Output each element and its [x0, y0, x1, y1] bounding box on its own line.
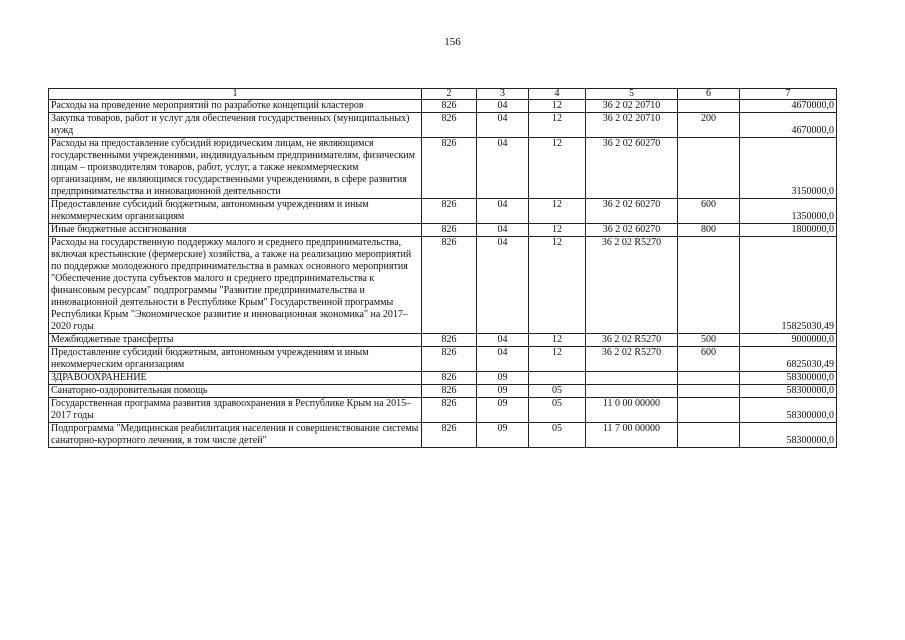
table-row	[49, 372, 837, 385]
table-row	[49, 138, 837, 199]
table-row	[49, 100, 837, 113]
row-name: ЗДРАВООХРАНЕНИЕ	[49, 372, 422, 385]
row-code-col6	[678, 385, 740, 398]
row-amount: 4670000,0	[740, 100, 837, 113]
header-cell: 1	[49, 89, 422, 100]
row-code-col6: 600	[678, 347, 740, 372]
row-code-col2: 826	[422, 199, 477, 224]
row-code-col3: 04	[477, 224, 529, 237]
row-code-col6	[678, 237, 740, 334]
row-code-col5: 11 7 00 00000	[586, 423, 678, 448]
row-code-col6: 500	[678, 334, 740, 347]
row-code-col4: 12	[529, 334, 586, 347]
table-row	[49, 224, 837, 237]
row-code-col4: 05	[529, 385, 586, 398]
row-code-col5	[586, 372, 678, 385]
row-code-col2: 826	[422, 423, 477, 448]
row-code-col5: 36 2 02 R5270	[586, 347, 678, 372]
row-code-col5: 36 2 02 R5270	[586, 237, 678, 334]
row-name: Подпрограмма "Медицинская реабилитация населения и совершенствование системы санаторно-курортного лечения, в том числе детей"	[49, 423, 422, 448]
budget-table	[48, 88, 837, 448]
row-code-col3: 04	[477, 113, 529, 138]
table-row	[49, 385, 837, 398]
row-code-col3: 09	[477, 398, 529, 423]
row-code-col2: 826	[422, 347, 477, 372]
row-name: Расходы на государственную поддержку малого и среднего предпринимательства, включая крестьянские (фермерские) хозяйства, а также на реализацию мероприятий по поддержке молодежного предпринимательства в рамках основного мероприятия "Обеспечение доступа субъектов малого и среднего предпринимательства к финансовым ресурсам" подпрограммы "Развитие предпринимательства и инновационной деятельности в Республике Крым" Государственной программы Республики Крым "Экономическое развитие и инновационная экономика" на 2017–2020 годы	[49, 237, 422, 334]
row-code-col6	[678, 372, 740, 385]
row-code-col2: 826	[422, 372, 477, 385]
header-cell: 6	[678, 89, 740, 100]
row-code-col6: 200	[678, 113, 740, 138]
row-code-col5: 36 2 02 20710	[586, 100, 678, 113]
table-row	[49, 334, 837, 347]
row-code-col6	[678, 423, 740, 448]
row-code-col6	[678, 138, 740, 199]
row-code-col3: 04	[477, 237, 529, 334]
row-name: Расходы на проведение мероприятий по разработке концепций кластеров	[49, 100, 422, 113]
row-code-col6: 800	[678, 224, 740, 237]
row-code-col4: 12	[529, 113, 586, 138]
row-code-col3: 09	[477, 385, 529, 398]
table-header-row	[49, 89, 837, 100]
row-code-col2: 826	[422, 398, 477, 423]
row-code-col4: 12	[529, 100, 586, 113]
row-code-col5: 36 2 02 R5270	[586, 334, 678, 347]
row-code-col4: 12	[529, 199, 586, 224]
table-row	[49, 398, 837, 423]
page-number: 156	[444, 36, 461, 48]
row-name: Межбюджетные трансферты	[49, 334, 422, 347]
row-amount: 9000000,0	[740, 334, 837, 347]
row-code-col5: 36 2 02 20710	[586, 113, 678, 138]
header-cell: 2	[422, 89, 477, 100]
row-name: Санаторно-оздоровительная помощь	[49, 385, 422, 398]
row-code-col5: 36 2 02 60270	[586, 138, 678, 199]
header-cell: 5	[586, 89, 678, 100]
row-code-col5: 36 2 02 60270	[586, 199, 678, 224]
row-amount: 58300000,0	[740, 398, 837, 423]
row-code-col5	[586, 385, 678, 398]
table-row	[49, 423, 837, 448]
row-code-col2: 826	[422, 385, 477, 398]
header-cell: 4	[529, 89, 586, 100]
row-code-col3: 04	[477, 199, 529, 224]
row-code-col5: 11 0 00 00000	[586, 398, 678, 423]
row-code-col3: 09	[477, 423, 529, 448]
row-code-col2: 826	[422, 113, 477, 138]
table-row	[49, 347, 837, 372]
row-code-col5: 36 2 02 60270	[586, 224, 678, 237]
row-code-col6: 600	[678, 199, 740, 224]
table-row	[49, 113, 837, 138]
row-code-col2: 826	[422, 100, 477, 113]
row-code-col4: 05	[529, 398, 586, 423]
row-code-col3: 04	[477, 347, 529, 372]
row-code-col3: 04	[477, 334, 529, 347]
row-name: Расходы на предоставление субсидий юридическим лицам, не являющимся государственными учреждениями, индивидуальным предпринимателям, физическим лицам – производителям товаров, работ, услуг, а также некоммерческим организациям, не являющимся государственными учреждениями, в сфере развития предпринимательства и инновационной деятельности	[49, 138, 422, 199]
row-amount: 1800000,0	[740, 224, 837, 237]
row-code-col3: 04	[477, 100, 529, 113]
row-name: Государственная программа развития здравоохранения в Республике Крым на 2015–2017 годы	[49, 398, 422, 423]
row-code-col4: 12	[529, 224, 586, 237]
row-amount: 15825030,49	[740, 237, 837, 334]
row-code-col2: 826	[422, 138, 477, 199]
row-amount: 4670000,0	[740, 113, 837, 138]
row-amount: 3150000,0	[740, 138, 837, 199]
row-code-col4: 12	[529, 237, 586, 334]
row-code-col6	[678, 100, 740, 113]
row-code-col4	[529, 372, 586, 385]
row-amount: 58300000,0	[740, 385, 837, 398]
row-amount: 1350000,0	[740, 199, 837, 224]
row-code-col3: 09	[477, 372, 529, 385]
header-cell: 7	[740, 89, 837, 100]
row-name: Закупка товаров, работ и услуг для обеспечения государственных (муниципальных) нужд	[49, 113, 422, 138]
row-code-col6	[678, 398, 740, 423]
row-code-col2: 826	[422, 334, 477, 347]
row-code-col4: 12	[529, 138, 586, 199]
row-name: Предоставление субсидий бюджетным, автономным учреждениям и иным некоммерческим организациям	[49, 199, 422, 224]
row-name: Предоставление субсидий бюджетным, автономным учреждениям и иным некоммерческим организациям	[49, 347, 422, 372]
table-row	[49, 237, 837, 334]
row-code-col4: 05	[529, 423, 586, 448]
row-amount: 58300000,0	[740, 372, 837, 385]
row-code-col3: 04	[477, 138, 529, 199]
table-row	[49, 199, 837, 224]
header-cell: 3	[477, 89, 529, 100]
row-amount: 58300000,0	[740, 423, 837, 448]
row-code-col2: 826	[422, 224, 477, 237]
row-name: Иные бюджетные ассигнования	[49, 224, 422, 237]
row-code-col2: 826	[422, 237, 477, 334]
row-code-col4: 12	[529, 347, 586, 372]
row-amount: 6825030,49	[740, 347, 837, 372]
